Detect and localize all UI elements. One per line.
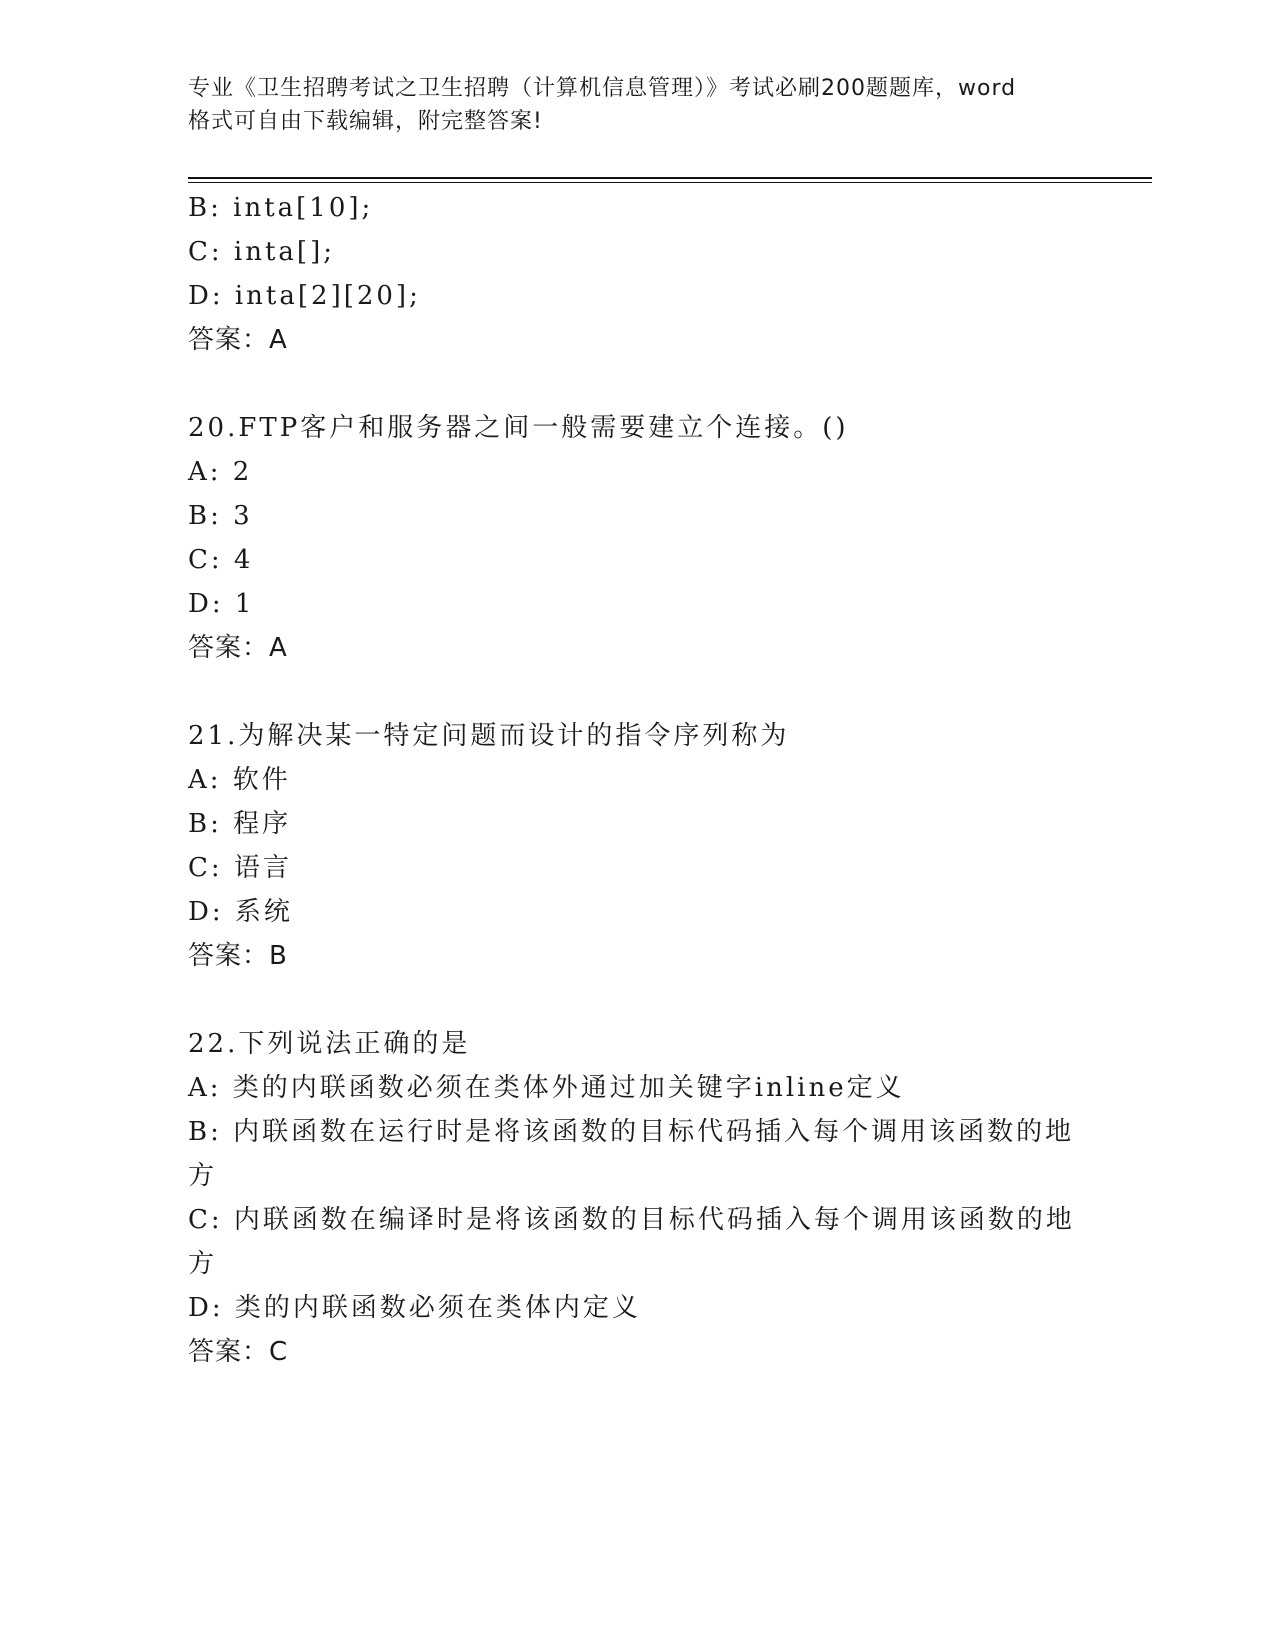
q21-option-c: C: 语言	[188, 853, 292, 883]
q21-option-b: B: 程序	[188, 809, 292, 839]
q20-answer: 答案：A	[188, 633, 288, 663]
q21-answer: 答案：B	[188, 941, 288, 971]
q22-option-b-line-2: 方	[188, 1161, 218, 1191]
q21-option-d: D: 系统	[188, 897, 293, 927]
q22-option-d: D: 类的内联函数必须在类体内定义	[188, 1293, 641, 1323]
q20-question: 20.FTP客户和服务器之间一般需要建立个连接。()	[188, 413, 849, 443]
q22-option-c-line-2: 方	[188, 1249, 218, 1279]
q19-option-d: D: inta[2][20];	[188, 281, 421, 311]
q20-option-d: D: 1	[188, 589, 255, 619]
q22-question: 22.下列说法正确的是	[188, 1029, 471, 1059]
q21-option-a: A: 软件	[188, 765, 291, 795]
header-line-2: 格式可自由下载编辑，附完整答案!	[188, 109, 543, 134]
q22-option-c-line-1: C: 内联函数在编译时是将该函数的目标代码插入每个调用该函数的地	[188, 1205, 1075, 1235]
header-rule-thick	[188, 177, 1152, 179]
q22-option-b-line-1: B: 内联函数在运行时是将该函数的目标代码插入每个调用该函数的地	[188, 1117, 1075, 1147]
q20-option-c: C: 4	[188, 545, 254, 575]
header-line-1: 专业《卫生招聘考试之卫生招聘（计算机信息管理）》考试必刷200题题库，word	[188, 76, 1017, 101]
q19-option-c: C: inta[];	[188, 237, 335, 267]
header-rule-thin	[188, 182, 1152, 183]
q21-question: 21.为解决某一特定问题而设计的指令序列称为	[188, 721, 790, 751]
q19-answer: 答案：A	[188, 325, 288, 355]
document-header	[188, 72, 1088, 138]
q20-option-a: A: 2	[188, 457, 253, 487]
q19-option-b: B: inta[10];	[188, 193, 374, 223]
q22-answer: 答案：C	[188, 1337, 289, 1367]
q20-option-b: B: 3	[188, 501, 253, 531]
q22-option-a: A: 类的内联函数必须在类体外通过加关键字inline定义	[188, 1073, 905, 1103]
